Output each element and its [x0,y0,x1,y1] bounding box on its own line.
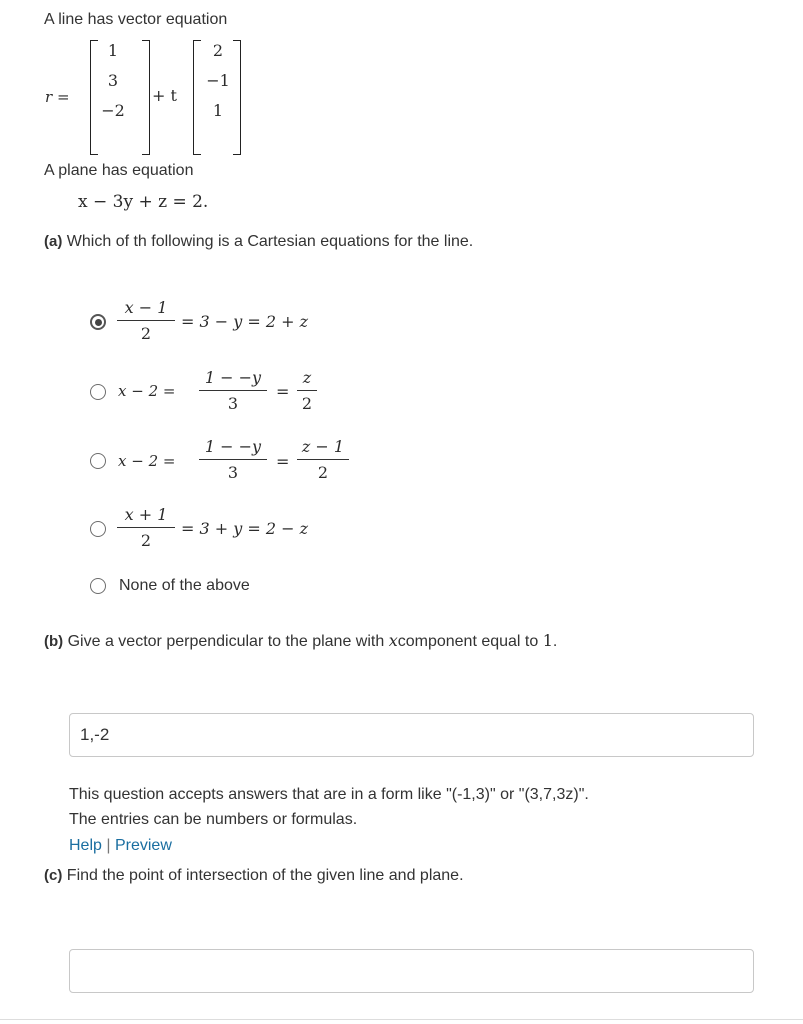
point-vector-right-bracket [142,40,150,155]
preview-link[interactable]: Preview [114,837,172,854]
option-3-prefix: x − 2 = [118,452,176,470]
option-3-fraction-2-bar [297,459,349,460]
option-4-numerator: x + 1 [124,505,168,524]
point-vector-entry-2: 3 [107,71,119,90]
option-3-equals: = [276,452,290,471]
option-3-fraction-1 [199,437,267,482]
direction-vector-entry-3: 1 [212,101,224,120]
option-1-fraction [117,298,175,343]
option-2-radio[interactable] [90,384,106,400]
option-2-equals: = [276,382,290,401]
option-5-radio[interactable] [90,578,106,594]
part-b-question [44,631,557,651]
plus-t: + t [152,86,177,105]
option-1-denominator: 2 [140,324,152,343]
option-2-fraction-2-bar [297,390,317,391]
option-3-fraction-2 [297,437,349,482]
option-1-rest: = 3 − y = 2 + z [181,312,309,331]
part-b-answer-input[interactable] [69,713,754,757]
part-a-label: (a) [44,233,63,250]
part-b-question-start: Give a vector perpendicular to the plane with [67,633,389,650]
option-4-fraction-bar [117,527,175,528]
option-1-fraction-bar [117,320,175,321]
part-b-label: (b) [44,633,64,650]
part-c-label: (c) [44,867,63,884]
part-b-question-var: x [388,631,398,650]
part-c-answer-input[interactable] [69,949,754,993]
option-1-radio[interactable] [90,314,106,330]
plane-intro-text: A plane has equation [44,162,194,179]
option-2-fraction-2-denominator: 2 [301,394,313,413]
help-link[interactable]: Help [69,837,102,854]
option-2-fraction-1-denominator: 3 [227,394,239,413]
part-b-hint-line-2: The entries can be numbers or formulas. [69,811,358,828]
point-vector-entry-3: −2 [101,101,125,120]
option-2-fraction-2 [297,368,317,413]
part-c-question-text: Find the point of intersection of the given line and plane. [66,867,464,884]
option-4-rest: = 3 + y = 2 − z [181,519,309,538]
option-2-prefix: x − 2 = [118,382,176,400]
bottom-divider [0,1019,803,1020]
option-2-fraction-1-numerator: 1 − −y [204,368,262,387]
option-3-fraction-1-denominator: 3 [227,463,239,482]
option-2-fraction-2-numerator: z [302,368,312,387]
option-4-radio[interactable] [90,521,106,537]
option-3-fraction-1-bar [199,459,267,460]
part-a-question-text: Which of th following is a Cartesian equations for the line. [66,233,474,250]
part-b-answer-value: 1,-2 [80,725,110,744]
option-2-fraction-1-bar [199,390,267,391]
option-3-fraction-2-denominator: 2 [317,463,329,482]
plane-equation: x − 3y + z = 2. [78,192,209,212]
r-label [45,88,70,106]
help-preview-links [69,837,172,855]
option-3-fraction-1-numerator: 1 − −y [204,437,262,456]
option-4-denominator: 2 [140,531,152,550]
direction-vector-entry-1: 2 [212,41,224,60]
option-4-fraction [117,505,175,550]
point-vector-entry-1: 1 [107,41,119,60]
option-2-fraction-1 [199,368,267,413]
option-5-label: None of the above [119,577,250,594]
option-3-fraction-2-numerator: z − 1 [301,437,345,456]
part-c-question [44,867,464,885]
direction-vector-right-bracket [233,40,241,155]
part-b-question-num: 1 [542,631,553,650]
part-b-hint-line-1: This question accepts answers that are in a form like "(-1,3)" or "(3,7,3z)". [69,786,589,803]
part-b-question-end: . [552,633,558,650]
option-1-numerator: x − 1 [124,298,168,317]
direction-vector-entry-2: −1 [206,71,230,90]
r-label-text: r = [45,88,70,106]
line-intro-text: A line has vector equation [44,11,228,28]
part-a-question [44,233,473,251]
link-separator: | [106,837,111,854]
option-3-radio[interactable] [90,453,106,469]
part-b-question-mid: component equal to [397,633,543,650]
